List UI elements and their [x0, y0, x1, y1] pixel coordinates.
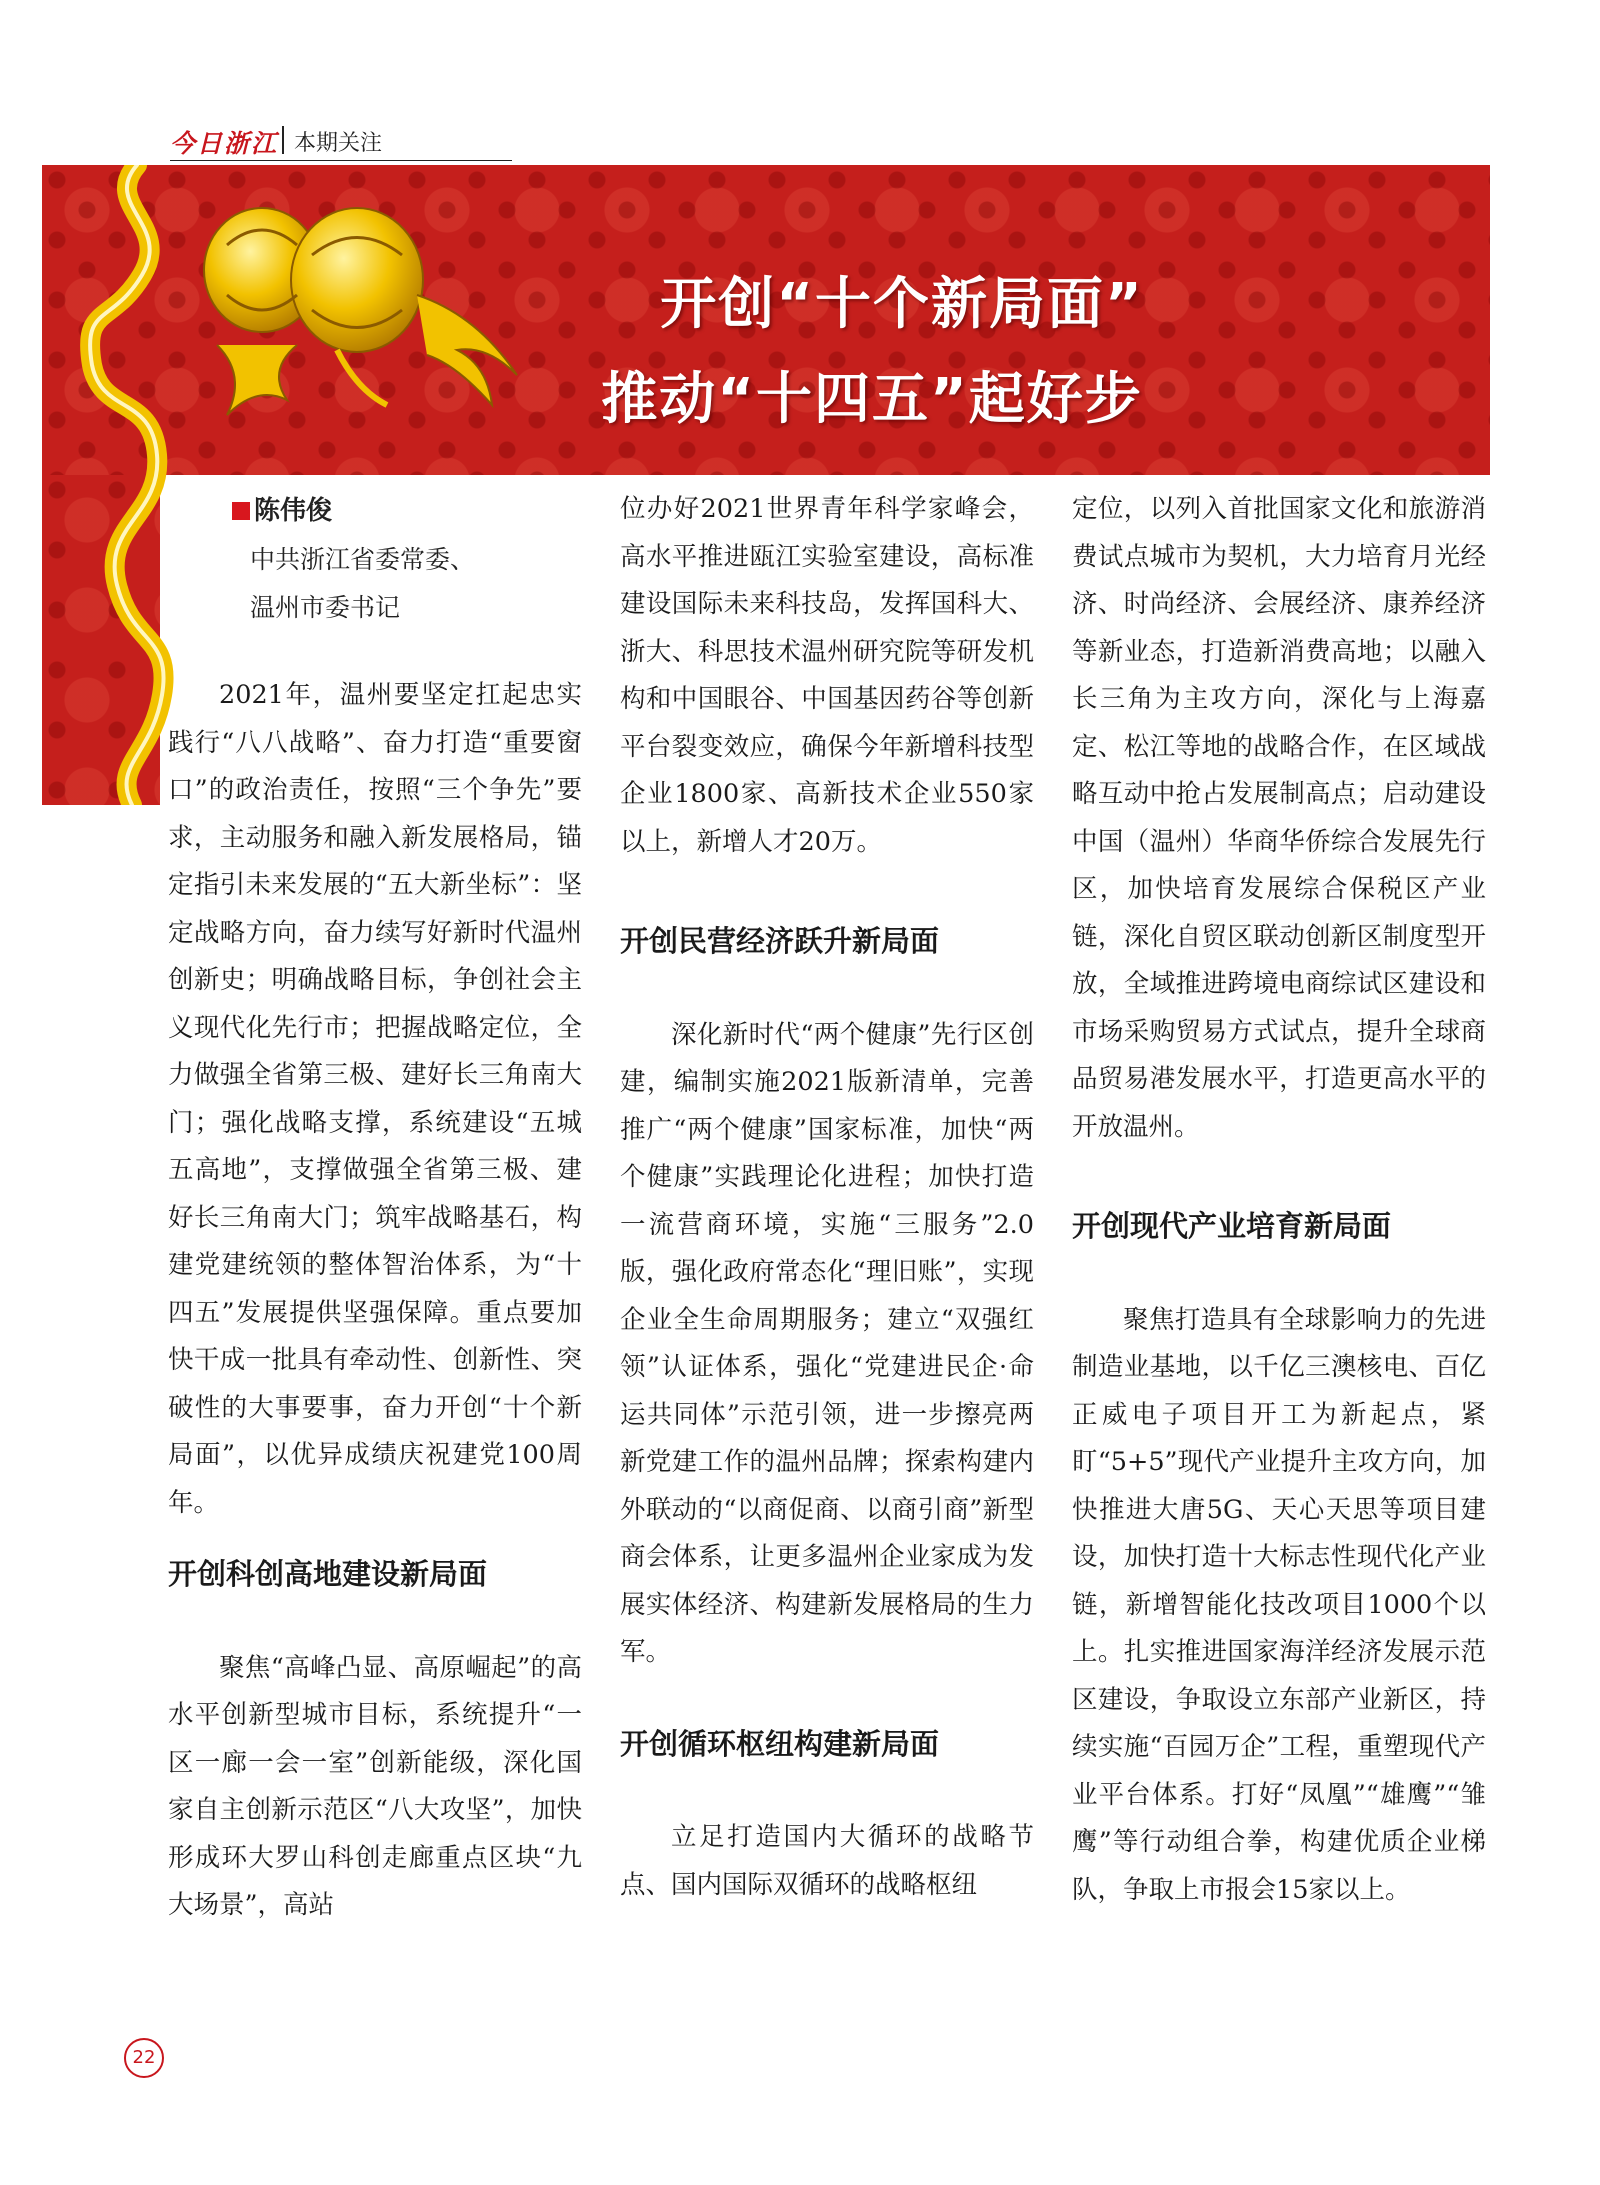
article-column-1: [168, 672, 582, 1930]
page-number: 22: [124, 2038, 164, 2078]
intro-paragraph: 2021年，温州要坚定扛起忠实践行“八八战略”、奋力打造“重要窗口”的政治责任，按照“三个争先”要求，主动服务和融入新发展格局，锚定指引未来发展的“五大新坐标”：坚定战略方向，奋力续写好新时代温州创新史；明确战略目标，争创社会主义现代化先行市；把握战略定位，全力做强全省第三极、建好长三角南大门；强化战略支撑，系统建设“五城五高地”，支撑做强全省第三极、建好长三角南大门；筑牢战略基石，构建党建统领的整体智治体系，为“十四五”发展提供坚强保障。重点要加快干成一批具有牵动性、创新性、突破性的大事要事，奋力开创“十个新局面”，以优异成绩庆祝建党100周年。: [168, 680, 582, 1518]
section-heading-2: 开创民营经济跃升新局面: [620, 924, 940, 958]
section-heading-4: 开创现代产业培育新局面: [1072, 1209, 1392, 1243]
paragraph-3: 立足打造国内大循环的战略节点、国内国际双循环的战略枢纽: [620, 1822, 1034, 1900]
paragraph-2: 深化新时代“两个健康”先行区创建，编制实施2021版新清单，完善推广“两个健康”国家标准，加快“两个健康”实践理论化进程；加快打造一流营商环境，实施“三服务”2.0版，强化政府常态化“理旧账”，实现企业全生命周期服务；建立“双强红领”认证体系，强化“党建进民企·命运共同体”示范引领，进一步擦亮两新党建工作的温州品牌；探索构建内外联动的“以商促商、以商引商”新型商会体系，让更多温州企业家成为发展实体经济、构建新发展格局的生力军。: [620, 1019, 1034, 1667]
paragraph-3-continued: 定位，以列入首批国家文化和旅游消费试点城市为契机，大力培育月光经济、时尚经济、会展经济、康养经济等新业态，打造新消费高地；以融入长三角为主攻方向，深化与上海嘉定、松江等地的战略合作，在区域战略互动中抢占发展制高点；启动建设中国（温州）华商华侨综合发展先行区，加快培育发展综合保税区产业链，深化自贸区联动创新区制度型开放，全域推进跨境电商综试区建设和市场采购贸易方式试点，提升全球商品贸易港发展水平，打造更高水平的开放温州。: [1072, 494, 1486, 1142]
header-divider: [282, 126, 284, 154]
article-column-2: [620, 486, 1034, 1909]
page-header: [170, 120, 512, 161]
paragraph-1: 聚焦“高峰凸显、高原崛起”的高水平创新型城市目标，系统提升“一区一廊一会一室”创新能级，深化国家自主创新示范区“八大攻坚”，加快形成环大罗山科创走廊重点区块“九大场景”，高站: [168, 1652, 582, 1920]
paragraph-4: 聚焦打造具有全球影响力的先进制造业基地，以千亿三澳核电、百亿正威电子项目开工为新起点，紧盯“5+5”现代产业提升主攻方向，加快推进大唐5G、天心天思等项目建设，加快打造十大标志性现代化产业链，新增智能化技改项目1000个以上。扎实推进国家海洋经济发展示范区建设，争取设立东部产业新区，持续实施“百园万企”工程，重塑现代产业平台体系。打好“凤凰”“雄鹰”“雏鹰”等行动组合拳，构建优质企业梯队，争取上市报会15家以上。: [1072, 1304, 1486, 1905]
title-line-1: 开创“十个新局面”: [660, 272, 1144, 337]
section-heading-1: 开创科创高地建设新局面: [168, 1557, 488, 1591]
title-line-2: 推动“十四五”起好步: [601, 367, 1143, 432]
article-column-3: [1072, 486, 1486, 1914]
paragraph-1-continued: 位办好2021世界青年科学家峰会，高水平推进瓯江实验室建设，高标准建设国际未来科技岛，发挥国科大、浙大、科思技术温州研究院等研发机构和中国眼谷、中国基因药谷等创新平台裂变效应，确保今年新增科技型企业1800家、高新技术企业550家以上，新增人才20万。: [620, 494, 1034, 857]
section-heading-3: 开创循环枢纽构建新局面: [620, 1726, 940, 1761]
magazine-brand: 今日浙江: [170, 129, 279, 158]
title-banner: [42, 165, 1490, 475]
author-title-line-1: 中共浙江省委常委、: [250, 545, 476, 574]
section-label: 本期关注: [294, 131, 383, 156]
author-name: 陈伟俊: [232, 490, 332, 527]
author-title-line-2: 温州市委书记: [250, 593, 401, 622]
